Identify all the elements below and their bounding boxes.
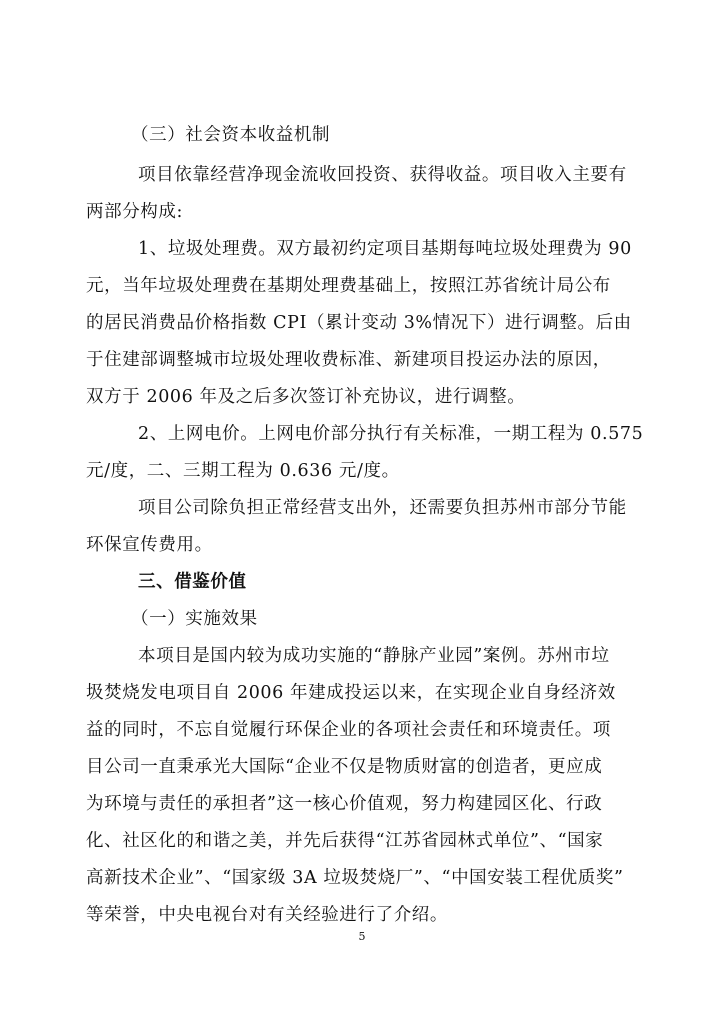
paragraph-line: 两部分构成: xyxy=(86,202,183,222)
paragraph-line: 环保宣传费用。 xyxy=(86,535,213,555)
paragraph-line: 元，当年垃圾处理费在基期处理费基础上，按照江苏省统计局公布 xyxy=(86,276,611,296)
paragraph-line: 的居民消费品价格指数 CPI（累计变动 3%情况下）进行调整。后由 xyxy=(86,313,632,333)
paragraph-line: 项目公司除负担正常经营支出外，还需要负担苏州市部分节能 xyxy=(138,498,627,518)
paragraph-line: 益的同时，不忘自觉履行环保企业的各项社会责任和环境责任。项 xyxy=(86,720,611,740)
paragraph-line: 为环境与责任的承担者”这一核心价值观，努力构建园区化、行政 xyxy=(86,794,603,814)
paragraph-line: 项目依靠经营净现金流收回投资、获得收益。项目收入主要有 xyxy=(138,165,627,185)
paragraph-line: 高新技术企业”、“国家级 3A 垃圾焚烧厂”、“中国安装工程优质奖” xyxy=(86,868,624,888)
section-heading-reference-value: 三、借鉴价值 xyxy=(138,572,247,592)
subsection-heading-revenue-mechanism: （三）社会资本收益机制 xyxy=(131,125,331,145)
paragraph-line: 双方于 2006 年及之后多次签订补充协议，进行调整。 xyxy=(86,387,526,407)
page-number: 5 xyxy=(358,930,366,943)
paragraph-line: 1、垃圾处理费。双方最初约定项目基期每吨垃圾处理费为 90 xyxy=(138,239,632,259)
subsection-heading-implementation-effect: （一）实施效果 xyxy=(131,609,258,629)
paragraph-line: 化、社区化的和谐之美，并先后获得“江苏省园林式单位”、“国家 xyxy=(86,831,604,851)
paragraph-line: 圾焚烧发电项目自 2006 年建成投运以来，在实现企业自身经济效 xyxy=(86,683,616,703)
paragraph-line: 2、上网电价。上网电价部分执行有关标准，一期工程为 0.575 xyxy=(138,424,644,444)
paragraph-line: 于住建部调整城市垃圾处理收费标准、新建项目投运办法的原因， xyxy=(86,350,611,370)
paragraph-line: 等荣誉，中央电视台对有关经验进行了介绍。 xyxy=(86,905,448,925)
paragraph-line: 本项目是国内较为成功实施的“静脉产业园”案例。苏州市垃 xyxy=(138,646,610,666)
paragraph-line: 目公司一直秉承光大国际“企业不仅是物质财富的创造者，更应成 xyxy=(86,757,603,777)
paragraph-line: 元/度，二、三期工程为 0.636 元/度。 xyxy=(86,461,400,481)
